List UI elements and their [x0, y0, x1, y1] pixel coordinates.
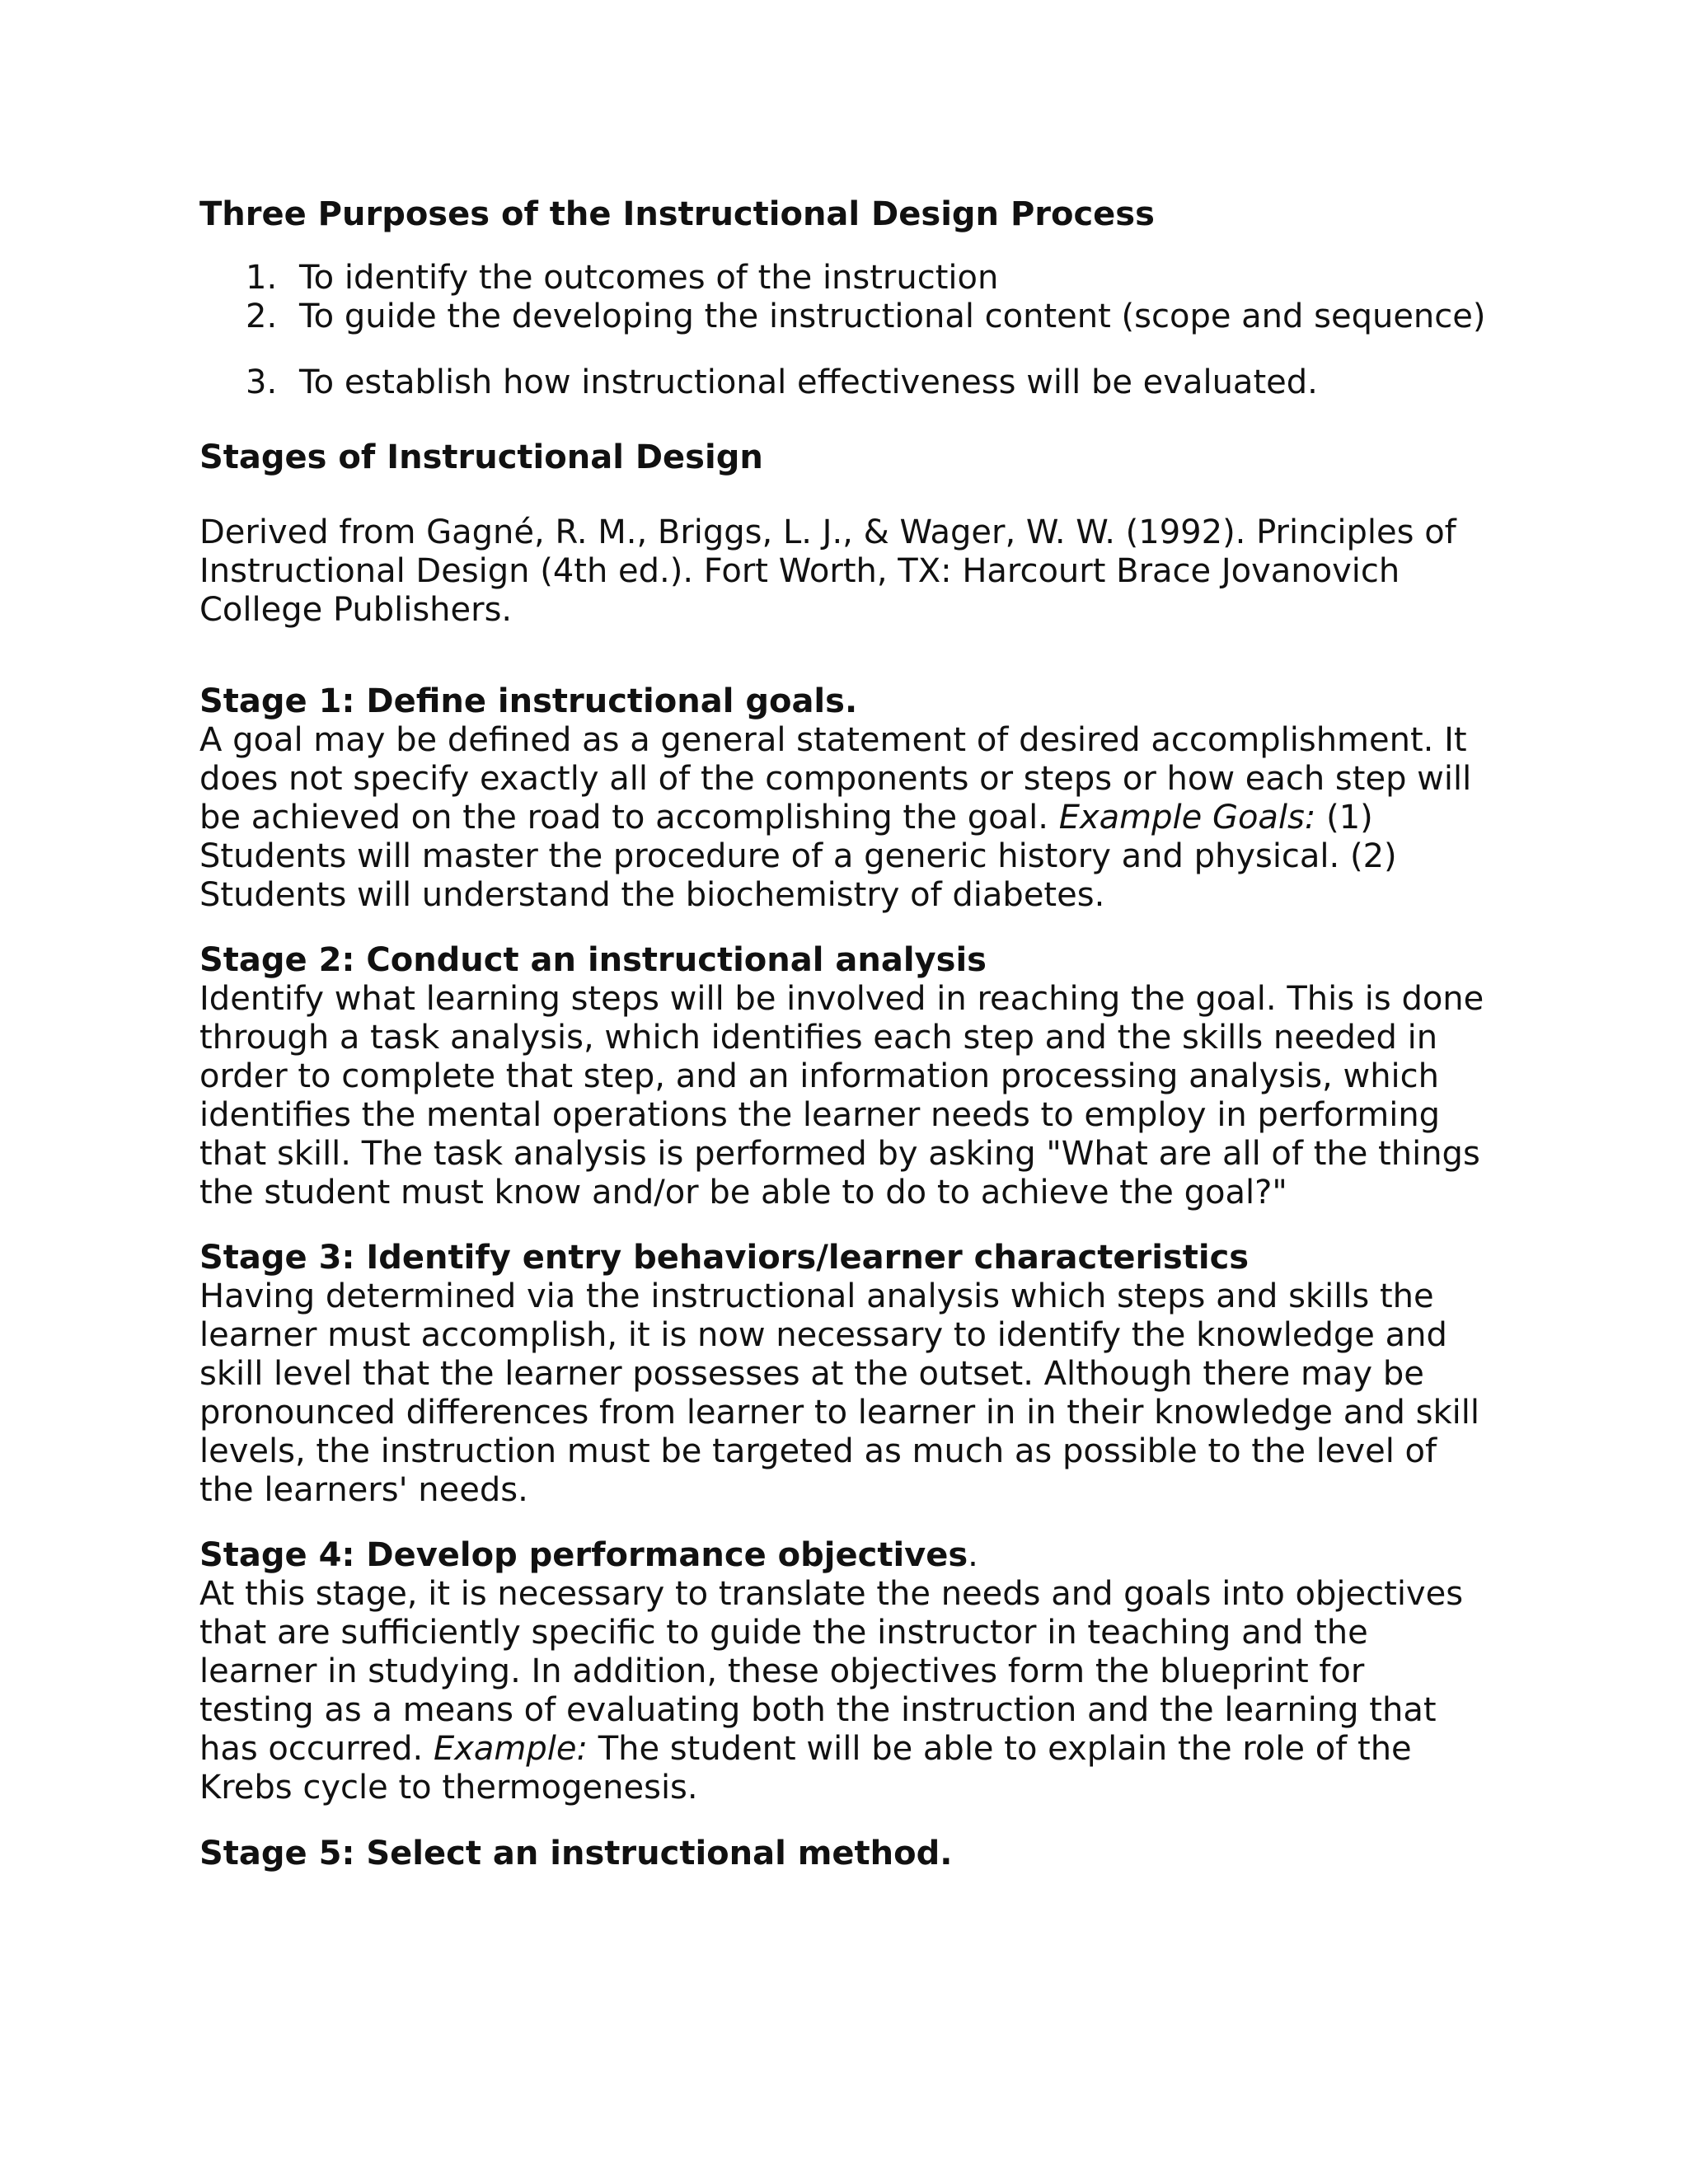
stage-4-body-text-cont: The student will be able to explain the role of the Krebs cycle to thermogenesis. [199, 1730, 1412, 1807]
stage-3-title: Stage 3: Identify entry behaviors/learner characteristics [199, 1239, 1250, 1277]
stage-4-body [199, 1575, 1485, 1807]
purposes-title: Three Purposes of the Instructional Design Process [199, 195, 1155, 233]
list-item-text: To establish how instructional effectiveness will be evaluated. [299, 363, 1318, 401]
stage-4-heading [199, 1536, 1485, 1575]
stage-4-body-text: At this stage, it is necessary to translate the needs and goals into objectives that are sufficiently specific to guide the instructor in teaching and the learner in studying. In addition, these objectives form the blueprint for testing as a means of evaluating both the instruction and the learning that has occurred. [199, 1575, 1464, 1768]
stage-4-section [199, 1536, 1485, 1807]
stage-4-title: Stage 4: Develop performance objectives [199, 1536, 968, 1574]
stage-1-body-text-cont: (1) Students will master the procedure of a generic history and physical. (2) Students will understand the biochemistry of diabetes. [199, 799, 1397, 914]
stage-1-body-text: A goal may be defined as a general statement of desired accomplishment. It does not specify exactly all of the components or steps or how each step will be achieved on the road to accomplishing the goal. [199, 721, 1472, 837]
list-number: 3. [246, 363, 278, 401]
stage-1-title: Stage 1: Define instructional goals. [199, 682, 858, 720]
list-item [199, 259, 1485, 298]
stage-3-section [199, 1239, 1485, 1510]
list-item-text: To guide the developing the instructional content (scope and sequence) [299, 298, 1486, 335]
list-item [199, 363, 1485, 402]
stage-5-title: Stage 5: Select an instructional method. [199, 1835, 953, 1872]
stage-1-example-label: Example Goals: [1058, 799, 1316, 837]
list-number: 1. [246, 259, 278, 297]
stage-2-section [199, 941, 1485, 1212]
stage-5-section [199, 1835, 1485, 1873]
stages-heading: Stages of Instructional Design [199, 438, 763, 476]
stage-2-title: Stage 2: Conduct an instructional analysis [199, 941, 987, 979]
stage-4-title-suffix: . [968, 1536, 978, 1574]
citation: Derived from Gagné, R. M., Briggs, L. J., & Wager, W. W. (1992). Principles of Instructional Design (4th ed.). Fort Worth, TX: Harcourt Brace Jovanovich College Publishers. [199, 513, 1456, 629]
purposes-list [199, 259, 1485, 402]
stage-4-example-label: Example: [433, 1730, 588, 1768]
stage-1-section [199, 682, 1485, 915]
stage-2-body: Identify what learning steps will be involved in reaching the goal. This is done through a task analysis, which identifies each step and the skills needed in order to complete that step, and an information processing analysis, which identifies the mental operations the learner needs to employ in performing that skill. The task analysis is performed by asking "What are all of the things the student must know and/or be able to do to achieve the goal?" [199, 980, 1484, 1212]
document-body [199, 195, 1485, 1873]
stage-3-body: Having determined via the instructional analysis which steps and skills the learner must accomplish, it is now necessary to identify the knowledge and skill level that the learner possesses at the outset. Although there may be pronounced differences from learner to learner in in their knowledge and skill levels, the instruction must be targeted as much as possible to the level of the learners' needs. [199, 1277, 1480, 1509]
list-item [199, 298, 1485, 336]
stage-1-body [199, 721, 1485, 915]
list-item-text: To identify the outcomes of the instruction [299, 259, 999, 297]
list-number: 2. [246, 298, 278, 335]
